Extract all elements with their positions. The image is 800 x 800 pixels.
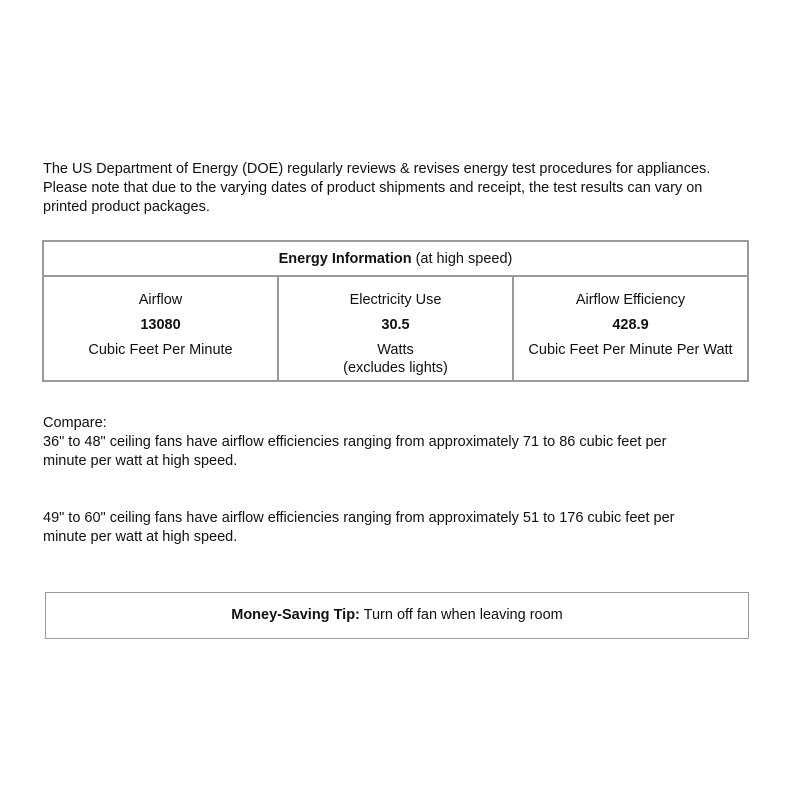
electricity-use-column [277,277,512,380]
compare-range-2-line-1: 49" to 60" ceiling fans have airflow efficiencies ranging from approximately 51 to 176 cubic feet per [43,510,675,526]
electricity-use-note: (excludes lights) [343,360,448,376]
airflow-efficiency-value: 428.9 [612,317,649,333]
electricity-use-label: Electricity Use [349,292,442,308]
compare-section [43,414,763,471]
money-saving-tip-box [45,592,749,639]
compare-range-2-line-2: minute per watt at high speed. [43,529,238,545]
airflow-efficiency-column [512,277,747,380]
compare-range-2 [43,509,763,547]
airflow-column [44,277,277,380]
compare-range-1-line-2: minute per watt at high speed. [43,453,238,469]
electricity-use-unit: Watts [377,342,414,358]
intro-line-3: printed product packages. [43,199,210,215]
intro-line-1: The US Department of Energy (DOE) regularly reviews & revises energy test procedures for appliances. [43,161,711,177]
intro-paragraph [43,160,763,217]
airflow-efficiency-unit: Cubic Feet Per Minute Per Watt [528,342,733,358]
airflow-value: 13080 [140,317,181,333]
intro-line-2: Please note that due to the varying dates of product shipments and receipt, the test results can vary on [43,180,703,196]
tip-text: Turn off fan when leaving room [359,607,563,623]
airflow-unit: Cubic Feet Per Minute [88,342,233,358]
electricity-use-value: 30.5 [381,317,410,333]
airflow-label: Airflow [138,292,183,308]
airflow-efficiency-label: Airflow Efficiency [575,292,686,308]
energy-table-title: Energy Information [278,251,412,267]
energy-table-columns [44,277,747,380]
energy-table-subtitle: (at high speed) [411,251,513,267]
energy-table-header [44,242,747,277]
compare-range-1-line-1: 36" to 48" ceiling fans have airflow efficiencies ranging from approximately 71 to 86 cubic feet per [43,434,667,450]
compare-heading: Compare: [43,415,107,431]
energy-information-table [42,240,749,382]
tip-label: Money-Saving Tip: [231,607,360,623]
